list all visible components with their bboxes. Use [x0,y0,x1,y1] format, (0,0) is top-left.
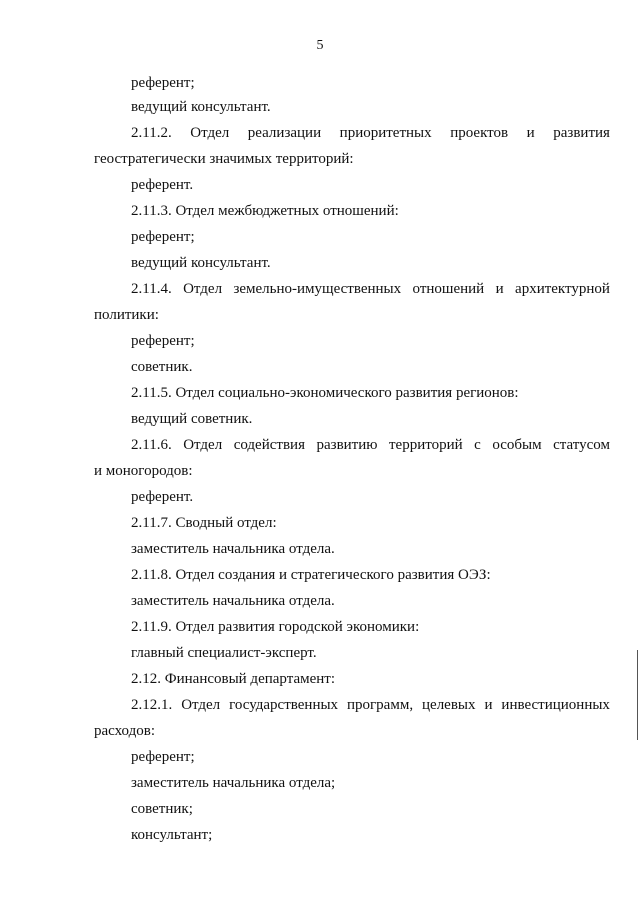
page-number: 5 [316,38,324,53]
heading-word: Отдел [183,281,223,297]
heading-word: территорий [388,437,463,453]
section-heading-2-11-5: 2.11.5. Отдел социально-экономического развития регионов: [131,385,519,401]
position-line: советник; [131,801,193,817]
heading-word: программ, [347,697,414,713]
heading-word: статусом [553,437,610,453]
section-heading-continuation: расходов: [94,723,155,739]
position-line: главный специалист-эксперт. [131,645,317,661]
heading-word: развитию [316,437,378,453]
position-line: ведущий консультант. [131,99,271,115]
heading-word: земельно-имущественных [233,281,402,297]
position-line: референт; [131,749,195,765]
heading-word: особым [492,437,542,453]
heading-word: Отдел [190,125,230,141]
section-heading-2-11-8: 2.11.8. Отдел создания и стратегического развития ОЭЗ: [131,567,491,583]
heading-word: Отдел [183,437,223,453]
heading-word: архитектурной [515,281,610,297]
heading-word: 2.11.6. [131,437,172,453]
heading-word: Отдел [181,697,221,713]
heading-word: 2.11.4. [131,281,172,297]
heading-word: 2.11.2. [131,125,172,141]
position-line: советник. [131,359,193,375]
position-line: консультант; [131,827,213,843]
section-heading-continuation: политики: [94,307,159,323]
position-line: референт; [131,333,195,349]
position-line: референт. [131,177,194,193]
section-heading-2-12-1 [131,696,610,714]
heading-word: реализации [247,125,322,141]
position-line: референт; [131,229,195,245]
section-heading-2-11-4 [131,280,610,298]
heading-word: отношений [412,281,485,297]
section-heading-2-11-7: 2.11.7. Сводный отдел: [131,515,277,531]
heading-word: с [474,437,481,453]
heading-word: и [495,281,504,297]
heading-word: целевых [422,697,476,713]
position-line: референт; [131,75,195,91]
section-heading-continuation: геостратегически значимых территорий: [94,151,354,167]
position-line: референт. [131,489,194,505]
heading-word: и [484,697,493,713]
position-line: заместитель начальника отдела. [131,593,335,609]
section-heading-2-11-6 [131,436,610,454]
section-heading-2-12: 2.12. Финансовый департамент: [131,671,336,687]
position-line: ведущий консультант. [131,255,271,271]
position-line: заместитель начальника отдела. [131,541,335,557]
heading-word: и [526,125,535,141]
heading-word: государственных [229,697,339,713]
section-heading-2-11-9: 2.11.9. Отдел развития городской экономики: [131,619,420,635]
scan-edge-mark [637,650,638,740]
section-heading-2-11-2 [131,124,610,142]
heading-word: инвестиционных [501,697,610,713]
heading-word: 2.12.1. [131,697,173,713]
section-heading-2-11-3: 2.11.3. Отдел межбюджетных отношений: [131,203,399,219]
heading-word: содействия [233,437,305,453]
position-line: ведущий советник. [131,411,253,427]
section-heading-continuation: и моногородов: [94,463,193,479]
heading-word: развития [553,125,610,141]
position-line: заместитель начальника отдела; [131,775,336,791]
heading-word: проектов [450,125,509,141]
heading-word: приоритетных [339,125,432,141]
